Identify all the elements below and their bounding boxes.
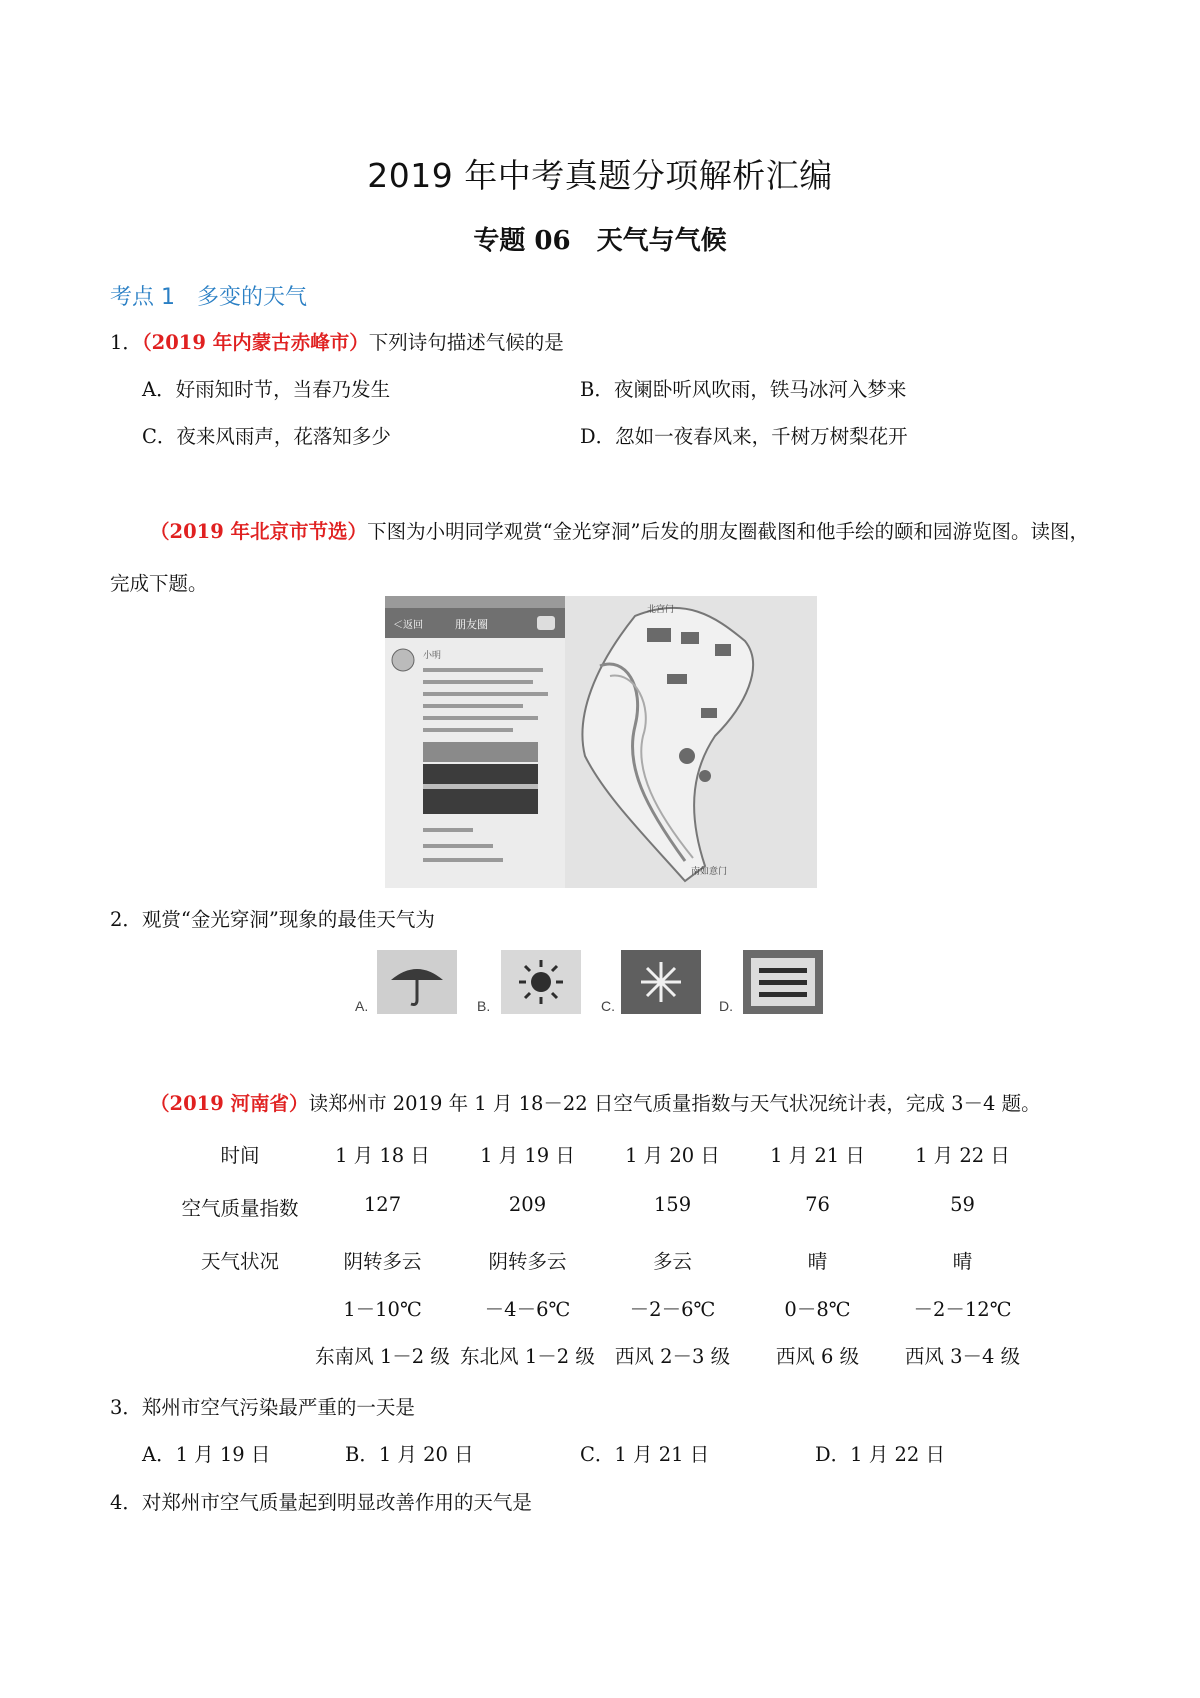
- rain-umbrella-icon: [377, 950, 457, 1014]
- table-cell: 东北风 1－2 级: [460, 1345, 595, 1368]
- table-cell: 76: [805, 1193, 830, 1216]
- question-1: [110, 327, 564, 355]
- intro-text: 读郑州市 2019 年 1 月 18－22 日空气质量指数与天气状况统计表，完成 3－4 题。: [308, 1092, 1041, 1115]
- phone-back-label: ＜返回: [393, 620, 423, 631]
- beijing-intro: [110, 506, 1100, 610]
- map-label-south-gate: 南如意门: [691, 867, 728, 877]
- intro-text: 下图为小明同学观赏“金光穿洞”后发的朋友圈截图和他手绘的颐和园游览图。读图，完成下题。: [110, 520, 1090, 595]
- choice-c-label: C.: [601, 998, 615, 1014]
- sunny-icon: [501, 950, 581, 1014]
- table-cell: 1 月 20 日: [625, 1144, 720, 1167]
- question-number: 1．: [110, 331, 142, 354]
- table-cell: 东南风 1－2 级: [315, 1345, 450, 1368]
- table-cell: 209: [508, 1193, 547, 1216]
- table-cell: 西风 3－4 级: [904, 1345, 1021, 1368]
- question-number: 2．: [110, 908, 142, 931]
- phone-user-name: 小明: [423, 651, 442, 661]
- option-c: C．夜来风雨声，花落知多少: [142, 425, 391, 448]
- choice-b-label: B.: [477, 998, 491, 1014]
- table-cell: 时间: [220, 1144, 260, 1167]
- question-4: [110, 1487, 532, 1515]
- choice-a-label: A.: [355, 998, 369, 1014]
- option-a: A．1 月 19 日: [142, 1443, 271, 1466]
- table-cell: －2－6℃: [629, 1298, 716, 1321]
- wechat-and-map-photo: [385, 596, 817, 888]
- question-source: （2019 年内蒙古赤峰市）: [141, 331, 369, 354]
- table-cell: 1 月 18 日: [335, 1144, 430, 1167]
- table-cell: 西风 6 级: [775, 1345, 860, 1368]
- topic-subtitle: 专题 06 天气与气候: [473, 226, 727, 256]
- option-d: D．1 月 22 日: [815, 1443, 945, 1466]
- question-number: 3．: [110, 1396, 142, 1419]
- table-cell: 1 月 19 日: [480, 1144, 575, 1167]
- phone-header-label: 朋友圈: [455, 618, 488, 631]
- choice-d-label: D.: [719, 998, 733, 1014]
- table-cell: 1 月 22 日: [915, 1144, 1010, 1167]
- table-cell: 天气状况: [200, 1250, 279, 1273]
- question-2: [110, 904, 435, 932]
- option-a: A．好雨知时节，当春乃发生: [142, 378, 391, 401]
- table-cell: 1 月 21 日: [770, 1144, 865, 1167]
- table-cell: 59: [950, 1193, 975, 1216]
- table-cell: －2－12℃: [913, 1298, 1012, 1321]
- question-stem: 郑州市空气污染最严重的一天是: [141, 1396, 415, 1419]
- table-cell: －4－6℃: [484, 1298, 571, 1321]
- henan-intro: [150, 1088, 1041, 1116]
- option-d: D．忽如一夜春风来，千树万树梨花开: [580, 425, 908, 448]
- table-cell: 阴转多云: [488, 1250, 567, 1273]
- table-cell: 晴: [807, 1250, 828, 1273]
- question-stem: 下列诗句描述气候的是: [368, 331, 564, 354]
- question-stem: 观赏“金光穿洞”现象的最佳天气为: [141, 908, 435, 931]
- question-number: 4．: [110, 1491, 142, 1514]
- table-cell: 西风 2－3 级: [614, 1345, 731, 1368]
- table-cell: 空气质量指数: [181, 1197, 299, 1220]
- table-cell: 0－8℃: [784, 1298, 851, 1321]
- option-b: B．夜阑卧听风吹雨，铁马冰河入梦来: [580, 378, 907, 401]
- table-cell: 晴: [952, 1250, 973, 1273]
- snow-icon: [621, 950, 701, 1014]
- weather-icon-choices: [355, 950, 840, 1022]
- question-source: （2019 年北京市节选）: [150, 520, 368, 543]
- question-3: [110, 1392, 415, 1420]
- table-cell: 127: [363, 1193, 402, 1216]
- question-stem: 对郑州市空气质量起到明显改善作用的天气是: [141, 1491, 532, 1514]
- option-b: B．1 月 20 日: [345, 1443, 474, 1466]
- question-source: （2019 河南省）: [150, 1092, 309, 1115]
- page-title: 2019 年中考真题分项解析汇编: [367, 156, 833, 195]
- table-cell: 阴转多云: [343, 1250, 422, 1273]
- section-heading: 考点 1 多变的天气: [110, 285, 307, 310]
- table-cell: 159: [653, 1193, 692, 1216]
- table-cell: 多云: [652, 1250, 692, 1273]
- table-cell: 1－10℃: [343, 1298, 422, 1321]
- photo-drawing: [385, 596, 817, 888]
- map-label-north-gate: 北宫门: [647, 605, 675, 615]
- fog-icon: [743, 950, 823, 1014]
- option-c: C．1 月 21 日: [580, 1443, 710, 1466]
